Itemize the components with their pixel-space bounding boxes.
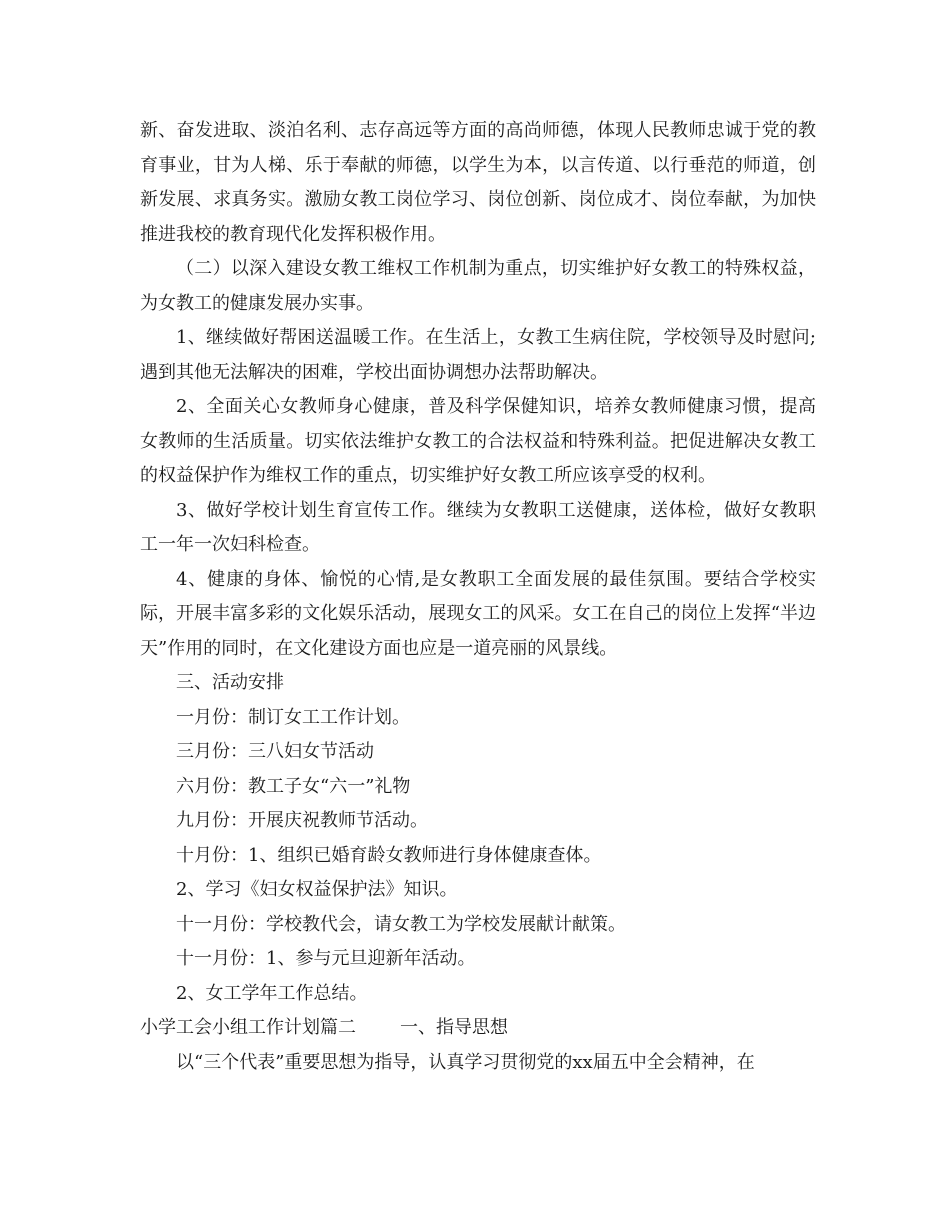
- paragraph: 新、奋发进取、淡泊名利、志存高远等方面的高尚师德，体现人民教师忠诚于党的教育事业，甘为人梯、乐于奉献的师德，以学生为本，以言传道、以行垂范的师道，创新发展、求真务实。激励女教工岗位学习、岗位创新、岗位成才、岗位奉献，为加快推进我校的教育现代化发挥积极作用。: [140, 120, 816, 245]
- paragraph: 以“三个代表”重要思想为指导，认真学习贯彻党的xx届五中全会精神，在: [176, 1051, 755, 1073]
- schedule-item: 十月份：1、组织已婚育龄女教师进行身体健康查体。: [176, 844, 602, 866]
- schedule-item: 一月份：制订女工工作计划。: [176, 706, 410, 728]
- schedule-item: 2、学习《妇女权益保护法》知识。: [176, 879, 458, 900]
- document-body: [140, 114, 816, 1080]
- paragraph: （二）以深入建设女教工维权工作机制为重点，切实维护好女教工的特殊权益，为女教工的健康发展办实事。: [140, 258, 816, 314]
- schedule-item: 三月份：三八妇女节活动: [176, 741, 374, 762]
- paragraph: 2、全面关心女教师身心健康，普及科学保健知识，培养女教师健康习惯，提高女教师的生活质量。切实依法维护女教工的合法权益和特殊利益。把促进解决女教工的权益保护作为维权工作的重点，切实维护好女教工所应该享受的权利。: [140, 396, 816, 486]
- schedule-item: 十一月份：1、参与元旦迎新年活动。: [176, 948, 476, 969]
- section-subtitle: 一、指导思想: [400, 1017, 508, 1038]
- section-title-line: [140, 1011, 816, 1046]
- paragraph: 3、做好学校计划生育宣传工作。继续为女教职工送健康，送体检，做好女教职工一年一次妇科检查。: [140, 499, 816, 555]
- section-heading: 三、活动安排: [176, 672, 284, 693]
- paragraph: 4、健康的身体、愉悦的心情,是女教职工全面发展的最佳氛围。要结合学校实际，开展丰富多彩的文化娱乐活动，展现女工的风采。女工在自己的岗位上发挥“半边天”作用的同时，在文化建设方面也应是一道亮丽的风景线。: [140, 568, 816, 659]
- paragraph: 1、继续做好帮困送温暖工作。在生活上，女教工生病住院，学校领导及时慰问;遇到其他无法解决的困难，学校出面协调想办法帮助解决。: [140, 327, 816, 383]
- schedule-item: 2、女工学年工作总结。: [176, 982, 368, 1004]
- schedule-item: 六月份：教工子女“六一”礼物: [176, 775, 411, 797]
- schedule-item: 十一月份：学校教代会，请女教工为学校发展献计献策。: [176, 913, 626, 935]
- section-title: 小学工会小组工作计划篇二: [140, 1017, 356, 1038]
- schedule-item: 九月份：开展庆祝教师节活动。: [176, 810, 428, 831]
